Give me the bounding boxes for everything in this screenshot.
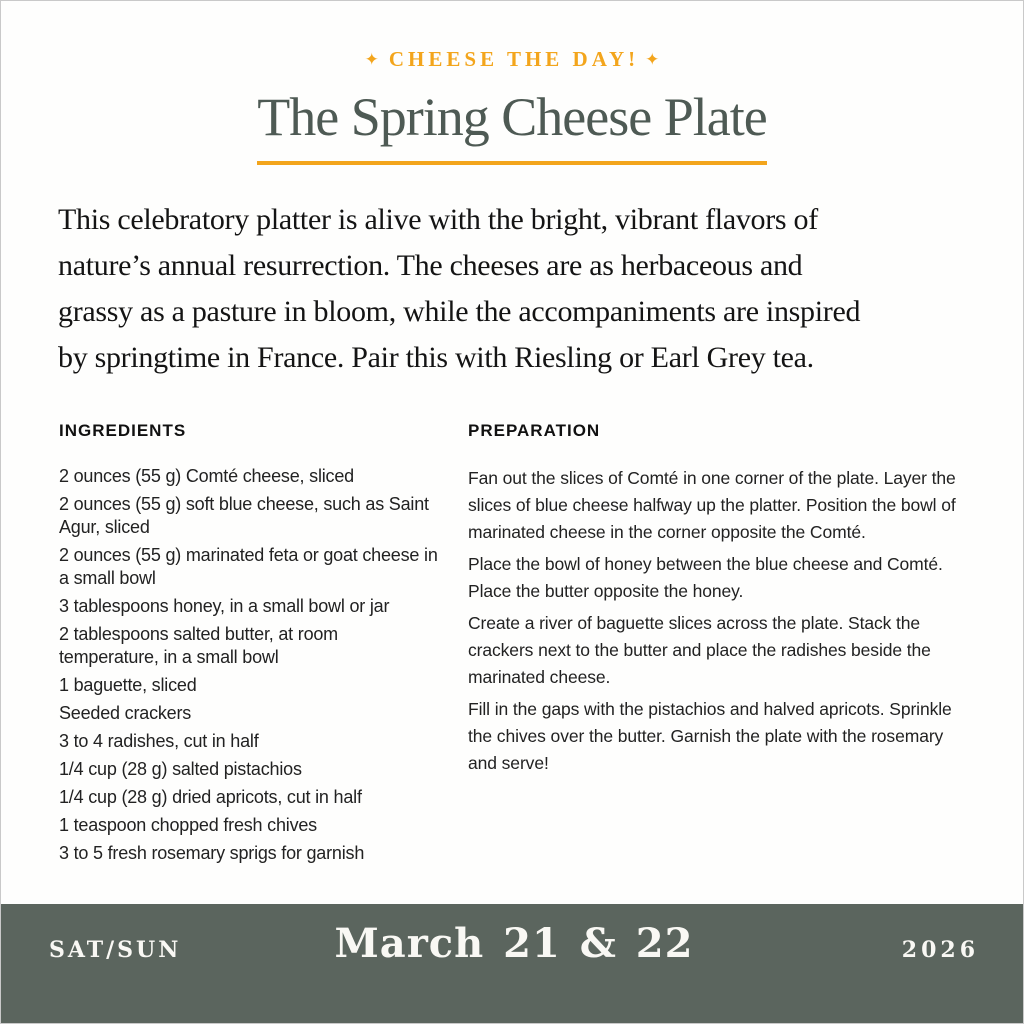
page-title: The Spring Cheese Plate xyxy=(257,87,767,147)
ingredient-item: 2 ounces (55 g) Comté cheese, sliced xyxy=(59,466,354,486)
sparkle-right-icon: ✦ xyxy=(645,50,660,70)
intro-line: This celebratory platter is alive with the bright, vibrant flavors of xyxy=(58,203,818,236)
intro-paragraph xyxy=(58,197,970,381)
preparation-steps xyxy=(468,465,968,777)
intro-line: nature’s annual resurrection. The cheeses are as herbaceous and xyxy=(58,249,803,282)
tagline xyxy=(1,1,1023,72)
ingredient-item: 1 baguette, sliced xyxy=(59,675,197,695)
ingredient-item: 2 tablespoons salted butter, at room temperature, in a small bowl xyxy=(59,624,338,667)
ingredient-item: 3 to 5 fresh rosemary sprigs for garnish xyxy=(59,843,365,863)
preparation-step: Fan out the slices of Comté in one corner of the plate. Layer the slices of blue cheese halfway up the platter. Position the bowl of marinated cheese in the corner opposite the Comté. xyxy=(468,468,956,542)
tagline-text: CHEESE THE DAY! xyxy=(388,47,640,71)
sparkle-left-icon: ✦ xyxy=(364,50,379,70)
ingredient-item: 3 tablespoons honey, in a small bowl or jar xyxy=(59,596,390,616)
ingredients-list xyxy=(59,465,439,865)
ingredient-item: 2 ounces (55 g) marinated feta or goat cheese in a small bowl xyxy=(59,545,438,588)
ingredient-item: Seeded crackers xyxy=(59,703,192,723)
recipe-columns xyxy=(59,421,1023,870)
ingredients-section xyxy=(59,421,439,870)
footer-date: March 21 & 22 xyxy=(334,920,694,967)
footer-day-label: SAT/SUN xyxy=(49,937,182,963)
preparation-heading: PREPARATION xyxy=(468,421,601,440)
title-underline xyxy=(257,161,767,165)
footer-bar xyxy=(1,904,1023,1023)
ingredient-item: 1/4 cup (28 g) dried apricots, cut in half xyxy=(59,787,362,807)
preparation-step: Place the bowl of honey between the blue cheese and Comté. Place the butter opposite the honey. xyxy=(468,554,943,601)
ingredient-item: 2 ounces (55 g) soft blue cheese, such as Saint Agur, sliced xyxy=(59,494,429,537)
preparation-step: Create a river of baguette slices across the plate. Stack the crackers next to the butter and place the radishes beside the marinated cheese. xyxy=(468,613,931,687)
ingredient-item: 3 to 4 radishes, cut in half xyxy=(59,731,259,751)
ingredient-item: 1/4 cup (28 g) salted pistachios xyxy=(59,759,302,779)
footer-year: 2026 xyxy=(901,937,979,963)
ingredient-item: 1 teaspoon chopped fresh chives xyxy=(59,815,317,835)
preparation-step: Fill in the gaps with the pistachios and halved apricots. Sprinkle the chives over the butter. Garnish the plate with the rosemary and serve! xyxy=(468,699,952,773)
preparation-section xyxy=(468,421,968,870)
intro-line: by springtime in France. Pair this with Riesling or Earl Grey tea. xyxy=(58,341,814,374)
intro-line: grassy as a pasture in bloom, while the accompaniments are inspired xyxy=(58,295,861,328)
ingredients-heading: INGREDIENTS xyxy=(59,421,187,440)
